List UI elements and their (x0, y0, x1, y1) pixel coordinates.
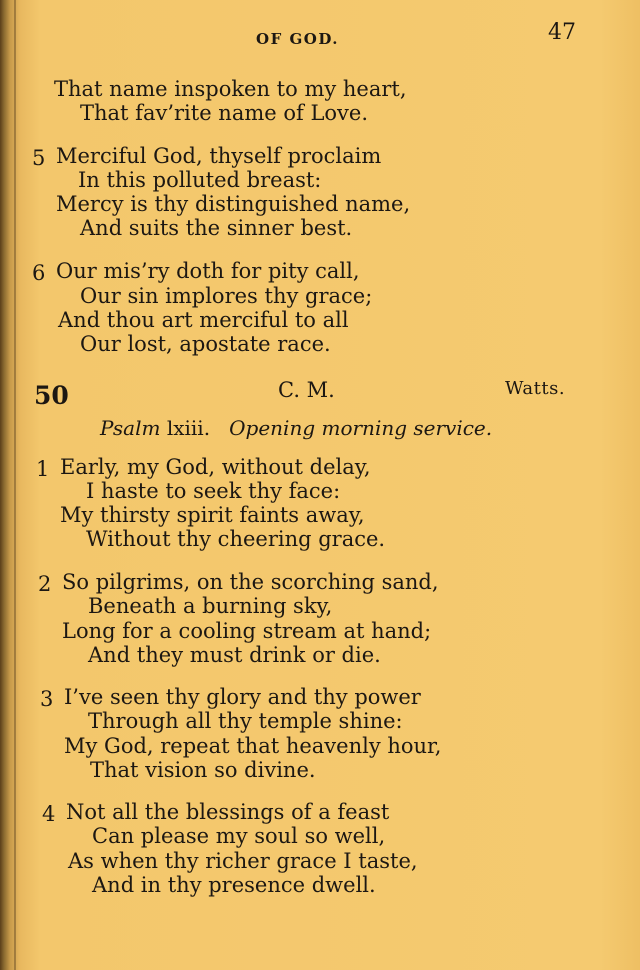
verse-line: I’ve seen thy glory and thy power (64, 685, 421, 709)
verse-line: Long for a cooling stream at hand; (62, 619, 432, 643)
verse-line: And suits the sinner best. (80, 216, 353, 240)
verse-line: That name inspoken to my heart, (54, 77, 407, 101)
verse-line: And they must drink or die. (88, 643, 381, 667)
verse-line: And thou art merciful to all (58, 308, 349, 332)
verse-line: As when thy richer grace I taste, (68, 849, 418, 873)
stanza-number: 6 (32, 261, 46, 285)
gutter-line (14, 0, 16, 970)
verse-line: Early, my God, without delay, (60, 455, 371, 479)
verse-line: Can please my soul so well, (92, 824, 386, 848)
verse-line: Our lost, apostate race. (80, 332, 331, 356)
verse-line: Through all thy temple shine: (88, 709, 403, 733)
verse-number: 2 (38, 572, 52, 596)
verse-line: Merciful God, thyself proclaim (56, 144, 382, 168)
verse-line: And in thy presence dwell. (92, 873, 376, 897)
hymn-author: Watts. (505, 378, 566, 399)
page-number: 47 (548, 20, 576, 45)
verse-line: Our sin implores thy grace; (80, 284, 373, 308)
verse-number: 1 (36, 457, 50, 481)
verse-line: My thirsty spirit faints away, (60, 503, 365, 527)
verse-line: I haste to seek thy face: (86, 479, 341, 503)
psalm-number: lxiii. (166, 416, 211, 440)
psalm-reference (100, 416, 492, 440)
verse-line: So pilgrims, on the scorching sand, (62, 570, 439, 594)
running-header: OF GOD. (256, 30, 340, 48)
psalm-label: Psalm (100, 416, 161, 440)
verse-line: Not all the blessings of a feast (66, 800, 390, 824)
verse-line: Without thy cheering grace. (86, 527, 386, 551)
verse-line: That vision so divine. (90, 758, 316, 782)
verse-line: My God, repeat that heavenly hour, (64, 734, 442, 758)
stanza-number: 5 (32, 146, 46, 170)
verse-line: That fav’rite name of Love. (80, 101, 369, 125)
hymn-subtitle: Opening morning service. (229, 416, 493, 440)
hymn-meter: C. M. (278, 378, 335, 402)
hymn-number: 50 (34, 381, 69, 410)
verse-line: Beneath a burning sky, (88, 594, 333, 618)
verse-line: In this polluted breast: (78, 168, 322, 192)
verse-line: Our mis’ry doth for pity call, (56, 259, 360, 283)
verse-number: 4 (42, 802, 56, 826)
verse-line: Mercy is thy distinguished name, (56, 192, 411, 216)
verse-number: 3 (40, 687, 54, 711)
